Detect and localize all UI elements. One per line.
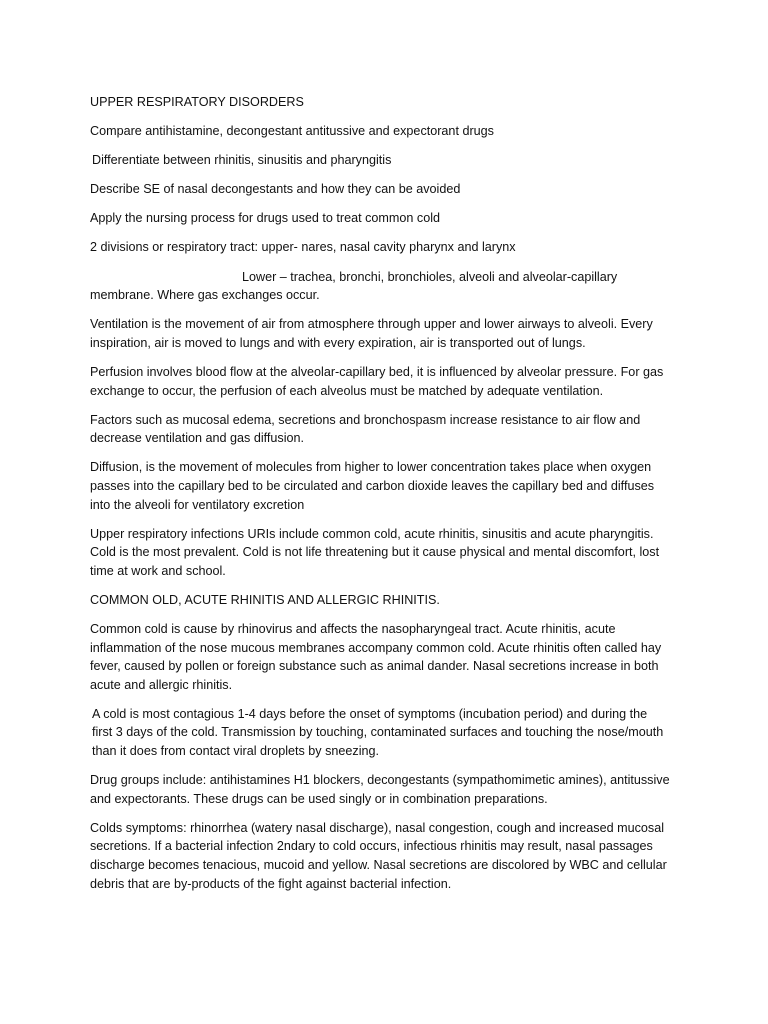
- paragraph-line: Ventilation is the movement of air from atmosphere through upper and lower airways to alveoli. Every: [90, 317, 653, 332]
- paragraph-line: into the alveoli for ventilatory excretion: [90, 497, 305, 512]
- paragraph-line: Cold is the most prevalent. Cold is not life threatening but it cause physical and mental discomfort, lost: [90, 545, 660, 560]
- paragraph-line: Lower – trachea, bronchi, bronchioles, alveoli and alveolar-capillary: [242, 269, 618, 284]
- paragraph-line: decrease ventilation and gas diffusion.: [90, 431, 305, 446]
- objective-describe-se: [90, 180, 680, 199]
- paragraph-lower-tract: [90, 268, 680, 305]
- paragraph-line: Describe SE of nasal decongestants and how they can be avoided: [90, 182, 461, 197]
- paragraph-divisions: [90, 238, 680, 257]
- paragraph-line: debris that are by-products of the fight against bacterial infection.: [90, 876, 452, 891]
- paragraph-line: Colds symptoms: rhinorrhea (watery nasal discharge), nasal congestion, cough and increased mucosal: [90, 820, 665, 835]
- paragraph-line: membrane. Where gas exchanges occur.: [90, 288, 320, 303]
- paragraph-line: A cold is most contagious 1-4 days before the onset of symptoms (incubation period) and during the: [92, 706, 648, 721]
- objective-nursing-process: [90, 209, 680, 228]
- paragraph-line: inspiration, air is moved to lungs and with every expiration, air is transported out of lungs.: [90, 335, 586, 350]
- paragraph-drug-groups: [90, 771, 680, 808]
- section-heading: [90, 591, 680, 610]
- paragraph-line: exchange to occur, the perfusion of each alveolus must be matched by adequate ventilation.: [90, 383, 604, 398]
- paragraph-line: Factors such as mucosal edema, secretions and bronchospasm increase resistance to air flow and: [90, 412, 641, 427]
- document-heading: [90, 93, 680, 112]
- paragraph-line: UPPER RESPIRATORY DISORDERS: [90, 95, 304, 109]
- paragraph-line: Perfusion involves blood flow at the alveolar-capillary bed, it is influenced by alveolar pressure. For gas: [90, 364, 664, 379]
- paragraph-factors: [90, 411, 680, 448]
- paragraph-line: Differentiate between rhinitis, sinusitis and pharyngitis: [92, 153, 392, 168]
- paragraph-symptoms: [90, 819, 680, 893]
- paragraph-line: Upper respiratory infections URIs include common cold, acute rhinitis, sinusitis and acute pharyngitis.: [90, 526, 654, 541]
- paragraph-line: Apply the nursing process for drugs used to treat common cold: [90, 211, 441, 226]
- paragraph-line: inflammation of the nose mucous membranes accompany common cold. Acute rhinitis often called hay: [90, 640, 662, 655]
- paragraph-line: COMMON OLD, ACUTE RHINITIS AND ALLERGIC RHINITIS.: [90, 592, 440, 607]
- paragraph-contagious: [90, 705, 680, 761]
- paragraph-line: secretions. If a bacterial infection 2ndary to cold occurs, infectious rhinitis may result, nasal passages: [90, 839, 653, 854]
- paragraph-ventilation: [90, 315, 680, 352]
- document-body: [90, 93, 680, 904]
- paragraph-line: Compare antihistamine, decongestant antitussive and expectorant drugs: [90, 124, 494, 139]
- paragraph-line: Drug groups include: antihistamines H1 blockers, decongestants (sympathomimetic amines), antitussive: [90, 773, 670, 788]
- paragraph-line: than it does from contact viral droplets by sneezing.: [92, 744, 380, 759]
- paragraph-line: discharge becomes tenacious, mucoid and yellow. Nasal secretions are discolored by WBC and cellular: [90, 858, 667, 872]
- paragraph-line: Common cold is cause by rhinovirus and affects the nasopharyngeal tract. Acute rhinitis, acute: [90, 621, 616, 636]
- paragraph-line: fever, caused by pollen or foreign substance such as animal dander. Nasal secretions increase in both: [90, 659, 659, 674]
- paragraph-line: Diffusion, is the movement of molecules from higher to lower concentration takes place when oxygen: [90, 460, 652, 475]
- paragraph-perfusion: [90, 363, 680, 400]
- paragraph-line: first 3 days of the cold. Transmission by touching, contaminated surfaces and touching the nose/mouth: [92, 725, 664, 740]
- paragraph-diffusion: [90, 458, 680, 514]
- objective-compare-drugs: [90, 122, 680, 141]
- paragraph-uri: [90, 525, 680, 581]
- paragraph-line: 2 divisions or respiratory tract: upper- nares, nasal cavity pharynx and larynx: [90, 240, 516, 255]
- objective-differentiate: [90, 151, 680, 170]
- paragraph-common-cold: [90, 620, 680, 694]
- paragraph-line: acute and allergic rhinitis.: [90, 677, 233, 692]
- paragraph-line: time at work and school.: [90, 563, 226, 578]
- paragraph-line: passes into the capillary bed to be circulated and carbon dioxide leaves the capillary bed and diffuses: [90, 478, 655, 493]
- paragraph-line: and expectorants. These drugs can be used singly or in combination preparations.: [90, 791, 548, 806]
